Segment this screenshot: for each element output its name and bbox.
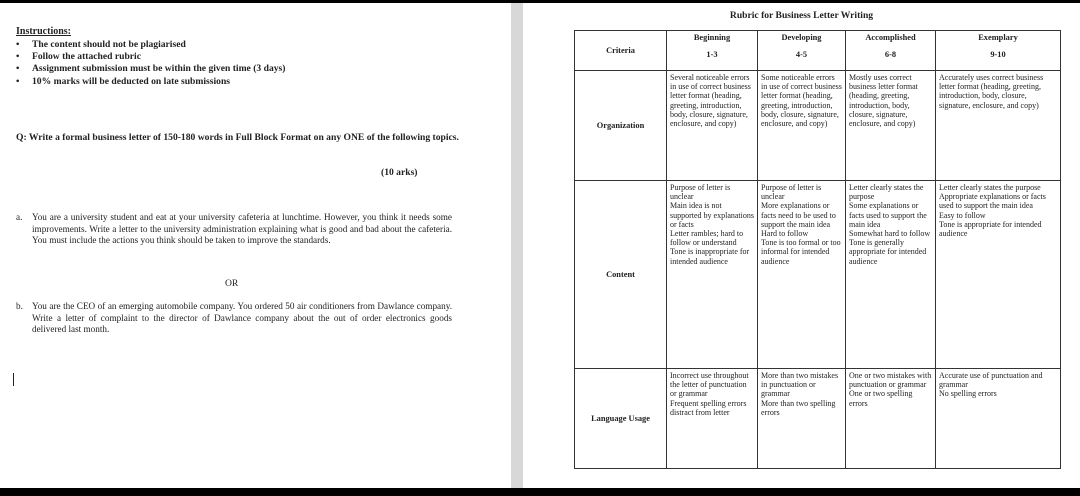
cell-text: More than two mistakes in punctuation or grammar <box>761 371 839 399</box>
cell-text: More than two spelling errors <box>761 398 836 417</box>
rubric-cell <box>758 71 846 181</box>
text-cursor[interactable] <box>13 373 14 386</box>
cell-text: Mostly uses correct business letter format (heading, greeting, introduction, body, closure, signature, enclosure, and copy) <box>849 73 918 129</box>
cell-text: Tone is appropriate for intended audience <box>939 219 1042 239</box>
criterion-language-usage: Language Usage <box>575 369 667 469</box>
criterion-content: Content <box>575 181 667 369</box>
level-name: Developing <box>781 33 822 42</box>
question-text: Q: Write a formal business letter of 150-180 words in Full Block Format on any ONE of the following topics. <box>16 132 459 143</box>
rubric-header-row <box>575 31 1061 71</box>
cell-text: Main idea is not supported by explanations or facts <box>670 201 754 229</box>
cell-text: Appropriate explanations or facts used to support the main idea <box>939 192 1046 211</box>
criterion-organization: Organization <box>575 71 667 181</box>
cell-text: Hard to follow <box>761 229 809 239</box>
or-separator: OR <box>225 278 239 289</box>
level-header <box>936 31 1061 71</box>
instruction-item: • 10% marks will be deducted on late submissions <box>16 76 285 88</box>
rubric-cell <box>936 181 1061 369</box>
rubric-table <box>574 30 1061 469</box>
instruction-item: • Assignment submission must be within the given time (3 days) <box>16 63 285 75</box>
rubric-cell <box>667 71 758 181</box>
topic-b-label: b. <box>16 301 23 311</box>
cell-text: Letter clearly states the purpose <box>939 183 1041 192</box>
cell-text: More explanations or facts need to be used to support the main idea <box>761 201 836 229</box>
cell-text: Some noticeable errors in use of correct business letter format (heading, greeting, introduction, body, closure, signature, enclosure, and copy) <box>761 73 842 129</box>
level-range: 9-10 <box>990 50 1006 59</box>
level-name: Beginning <box>693 33 731 42</box>
level-range: 4-5 <box>795 50 808 59</box>
level-range: 1-3 <box>706 50 718 59</box>
rubric-cell <box>846 369 936 469</box>
level-header <box>667 31 758 71</box>
cell-text: One or two mistakes with punctuation or grammar <box>849 371 932 390</box>
rubric-cell <box>667 181 758 369</box>
rubric-row <box>575 71 1061 181</box>
cell-text: Accurate use of punctuation and grammar <box>939 371 1043 390</box>
rubric-cell <box>846 71 936 181</box>
topic-a <box>16 212 452 247</box>
rubric-cell <box>667 369 758 469</box>
cell-text: Several noticeable errors in use of correct business letter format (heading, greeting, introduction, body, closure, signature, enclosure, and copy) <box>670 73 751 129</box>
rubric-cell <box>936 71 1061 181</box>
rubric-cell <box>846 181 936 369</box>
cell-text: Accurately uses correct business letter format (heading, greeting, introduction, body, closure, signature, enclosure, and copy) <box>939 73 1044 110</box>
rubric-page <box>523 3 1080 488</box>
cell-text: No spelling errors <box>939 389 997 399</box>
cell-text: Some explanations or facts used to support the main idea <box>849 201 927 229</box>
cell-text: Letter rambles; hard to follow or understand <box>670 229 744 248</box>
cell-text: Purpose of letter is unclear <box>761 183 822 202</box>
instruction-item: • Follow the attached rubric <box>16 51 285 63</box>
cell-text: Somewhat hard to follow <box>849 229 931 239</box>
topic-a-label: a. <box>16 212 23 222</box>
cell-text: Purpose of letter is unclear <box>670 183 731 202</box>
cell-text: Incorrect use throughout the letter of punctuation or grammar <box>670 371 749 399</box>
topic-b <box>16 301 452 336</box>
level-name: Exemplary <box>978 33 1018 42</box>
instructions-list <box>16 39 285 88</box>
cell-text: Tone is too formal or too informal for intended audience <box>761 238 841 266</box>
level-header <box>846 31 936 71</box>
rubric-row <box>575 369 1061 469</box>
rubric-row <box>575 181 1061 369</box>
topic-b-text: You are the CEO of an emerging automobile company. You ordered 50 air conditioners from Dawlance company. Write a letter of complaint to the director of Dawlance company about the out of order electronics goods delivered last month. <box>32 301 452 335</box>
marks-label: (10 arks) <box>381 167 418 178</box>
page-divider <box>511 3 523 488</box>
cell-text: Tone is inappropriate for intended audience <box>670 247 750 266</box>
cell-text: Frequent spelling errors distract from letter <box>670 398 747 417</box>
instructions-title: Instructions: <box>16 26 72 37</box>
level-name: Accomplished <box>865 33 916 42</box>
rubric-title: Rubric for Business Letter Writing <box>729 10 874 21</box>
assignment-page <box>0 3 511 488</box>
level-header <box>758 31 846 71</box>
level-range: 6-8 <box>884 50 897 59</box>
topic-a-text: You are a university student and eat at your university cafeteria at lunchtime. However, you think it needs some improvements. Write a letter to the university administration explaining what is good and bad about the cafeteria. You must include the actions you think should be taken to improve the standards. <box>32 212 452 246</box>
criteria-header: Criteria <box>575 31 667 71</box>
rubric-cell <box>758 369 846 469</box>
instruction-item: • The content should not be plagiarised <box>16 39 285 51</box>
cell-text: Letter clearly states the purpose <box>849 183 924 202</box>
cell-text: Tone is generally appropriate for intended audience <box>849 238 927 266</box>
rubric-cell <box>758 181 846 369</box>
rubric-cell <box>936 369 1061 469</box>
cell-text: One or two spelling errors <box>849 389 913 408</box>
cell-text: Easy to follow <box>939 210 986 220</box>
